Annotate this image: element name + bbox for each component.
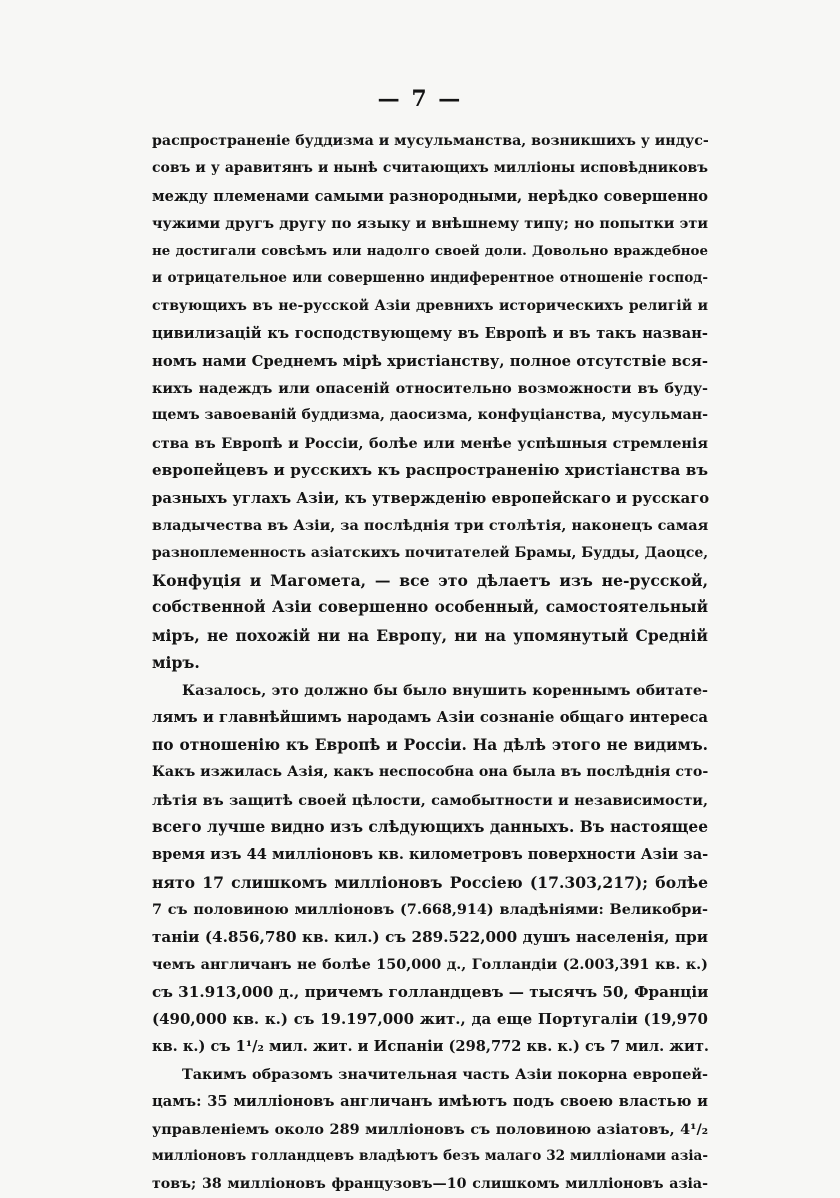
body-text <box>152 128 708 1198</box>
text-line: кихъ надеждъ или опасеній относительно возможности въ буду- <box>152 379 708 397</box>
text-line: Казалось, это должно бы было внушить кореннымъ обитате- <box>182 681 708 699</box>
text-line: лямъ и главнѣйшимъ народамъ Азіи сознаніе общаго интереса <box>152 709 708 727</box>
text-line: ствующихъ въ не-русской Азіи древнихъ историческихъ религій и <box>152 297 708 314</box>
text-line: Какъ изжилась Азія, какъ неспособна она была въ послѣднія сто- <box>152 764 709 781</box>
text-line: управленіемъ около 289 милліоновъ съ половиною азіатовъ, 4¹/₂ <box>152 1120 708 1138</box>
text-line: чужими другъ другу по языку и внѣшнему типу; но попытки эти <box>152 215 708 233</box>
text-line: милліоновъ голландцевъ владѣютъ безъ малаго 32 милліонами азіа- <box>152 1148 708 1165</box>
text-line: лѣтія въ защитѣ своей цѣлости, самобытности и независимости, <box>152 791 708 809</box>
paragraph <box>152 128 708 677</box>
text-line: европейцевъ и русскихъ къ распространенію христіанства въ <box>152 461 708 480</box>
text-line: цивилизацій къ господствующему въ Европѣ и въ такъ назван- <box>152 325 708 343</box>
text-line: чемъ англичанъ не болѣе 150,000 д., Голландіи (2.003,391 кв. к.) <box>152 956 708 974</box>
text-line: и отрицательное или совершенно индиферентное отношеніе господ- <box>152 270 708 287</box>
text-line: нято 17 слишкомъ милліоновъ Россіею (17.303,217); болѣе <box>152 872 708 892</box>
text-line: міръ. <box>152 653 200 673</box>
text-line: 7 съ половиною милліоновъ (7.668,914) владѣніями: Великобри- <box>152 901 708 919</box>
text-line: номъ нами Среднемъ мірѣ христіанству, полное отсутствіе вся- <box>152 352 708 370</box>
text-line: ства въ Европѣ и Россіи, болѣе или менѣе успѣшныя стремленія <box>152 434 708 452</box>
text-line: товъ; 38 милліоновъ французовъ—10 слишкомъ милліоновъ азіа- <box>152 1175 708 1192</box>
paragraph <box>152 1061 708 1198</box>
paragraph <box>152 677 708 1061</box>
text-line: по отношенію къ Европѣ и Россіи. На дѣлѣ этого не видимъ. <box>152 735 708 754</box>
page-number: — 7 — <box>377 86 463 112</box>
text-line: кв. к.) съ 1¹/₂ мил. жит. и Испаніи (298,772 кв. к.) съ 7 мил. жит. <box>152 1038 709 1056</box>
text-line: владычества въ Азіи, за послѣднія три столѣтія, наконецъ самая <box>152 517 709 535</box>
text-line: таніи (4.856,780 кв. кил.) съ 289.522,000 душъ населенія, при <box>152 927 708 946</box>
text-line: (490,000 кв. к.) съ 19.197,000 жит., да еще Португаліи (19,970 <box>152 1010 708 1028</box>
text-line: не достигали совсѣмъ или надолго своей доли. Довольно враждебное <box>152 242 708 259</box>
text-line: Конфуція и Магомета, — все это дѣлаетъ изъ не-русской, <box>152 571 708 590</box>
text-line: между племенами самыми разнородными, нерѣдко совершенно <box>152 187 708 205</box>
text-line: время изъ 44 милліоновъ кв. километровъ поверхности Азіи за- <box>152 846 709 864</box>
text-line: совъ и у аравитянъ и нынѣ считающихъ милліоны исповѣдниковъ <box>152 160 708 177</box>
text-line: распространеніе буддизма и мусульманства, возникшихъ у индус- <box>152 133 709 149</box>
text-line: Такимъ образомъ значительная часть Азіи покорна европей- <box>182 1065 708 1083</box>
text-line: всего лучше видно изъ слѣдующихъ данныхъ. Въ настоящее <box>152 817 708 836</box>
text-line: съ 31.913,000 д., причемъ голландцевъ — тысячъ 50, Франціи <box>152 982 709 1001</box>
text-line: разныхъ углахъ Азіи, къ утвержденію европейскаго и русскаго <box>152 489 710 507</box>
text-line: щемъ завоеваній буддизма, даосизма, конфуціанства, мусульман- <box>152 407 708 424</box>
text-line: міръ, не похожій ни на Европу, ни на упомянутый Средній <box>152 625 708 645</box>
text-line: цамъ: 35 милліоновъ англичанъ имѣютъ подъ своею властью и <box>152 1093 708 1111</box>
text-line: собственной Азіи совершенно особенный, самостоятельный <box>152 598 708 617</box>
text-line: разноплеменность азіатскихъ почитателей Брамы, Будды, Даоцсе, <box>152 544 709 561</box>
